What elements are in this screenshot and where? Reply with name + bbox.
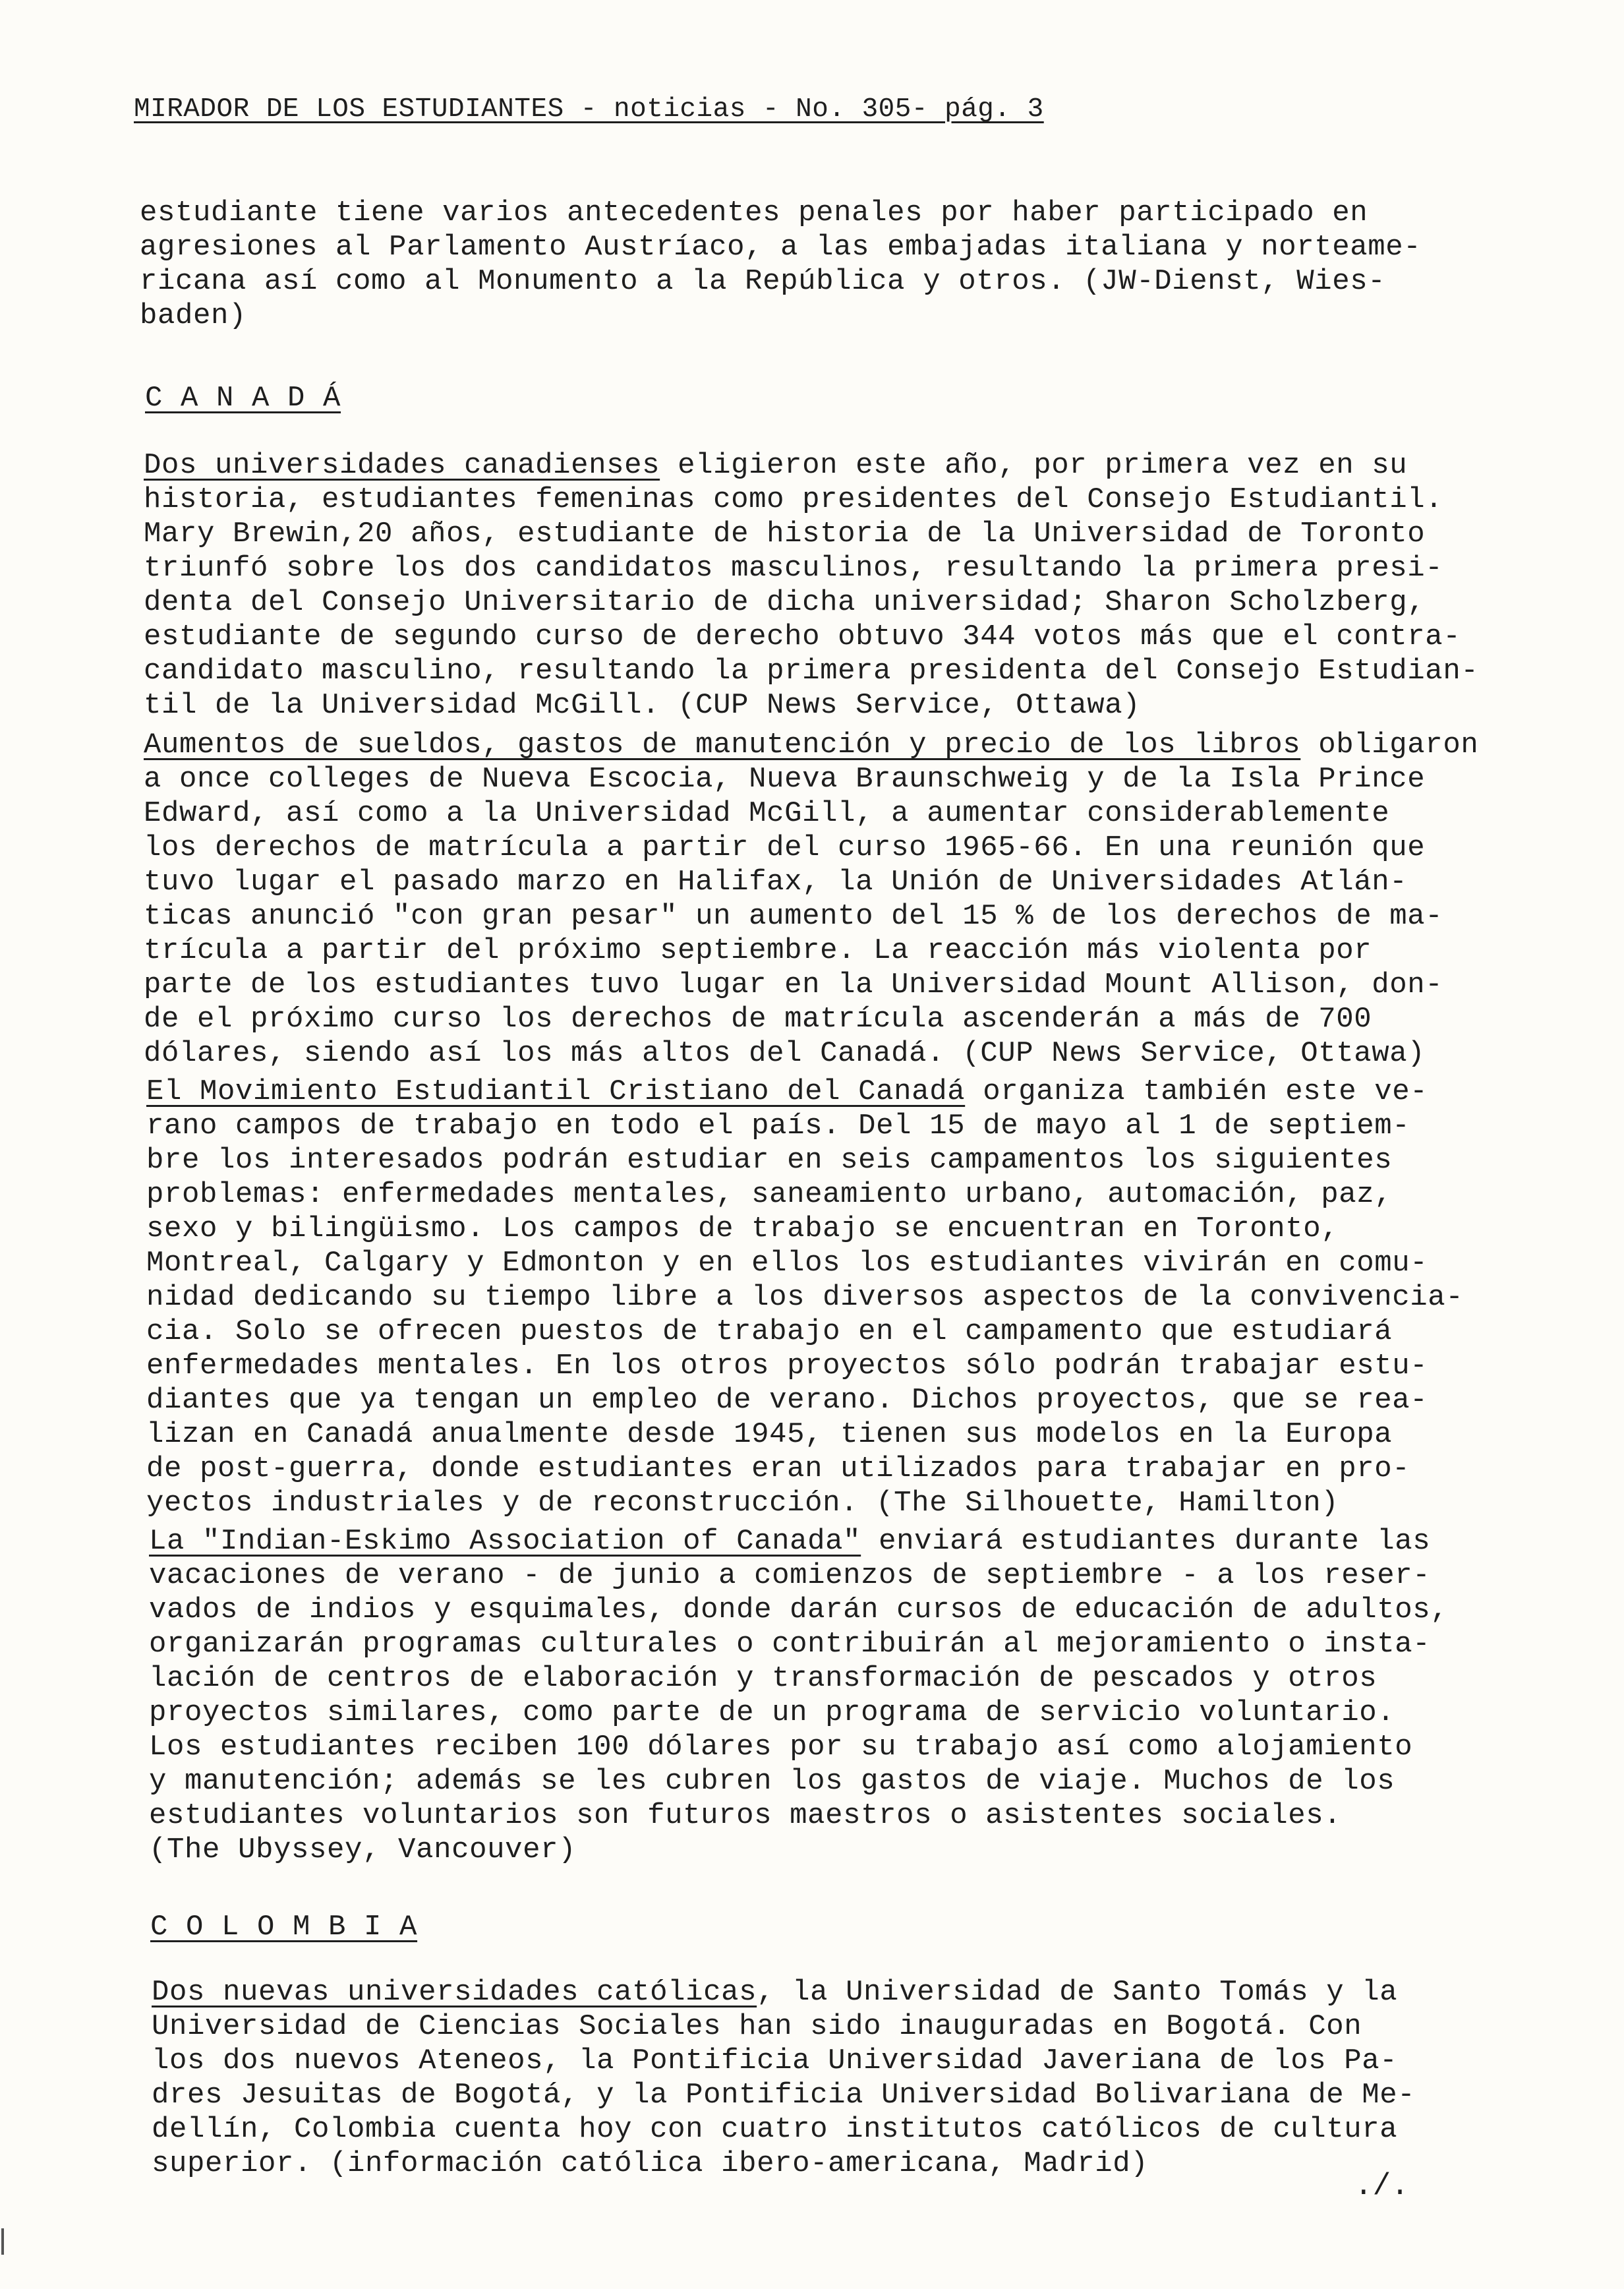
text-line: Edward, así como a la Universidad McGill, a aumentar considerablemente xyxy=(144,797,1390,830)
text-line: diantes que ya tengan un empleo de verano. Dichos proyectos, que se rea- xyxy=(146,1384,1428,1417)
text-line: triunfó sobre los dos candidatos masculinos, resultando la primera presi- xyxy=(144,552,1443,585)
text-line: bre los interesados podrán estudiar en seis campamentos los siguientes xyxy=(146,1144,1393,1177)
text-line: de post-guerra, donde estudiantes eran utilizados para trabajar en pro- xyxy=(146,1452,1410,1485)
text-line: trícula a partir del próximo septiembre. La reacción más violenta por xyxy=(144,934,1372,967)
text-line: vacaciones de verano - de junio a comienzos de septiembre - a los reser- xyxy=(149,1559,1431,1592)
article-first-line xyxy=(146,1075,1463,1109)
section-heading-colombia: C O L O M B I A xyxy=(150,1911,418,1944)
article-lead: Dos nuevas universidades católicas xyxy=(152,1976,757,2009)
text-line: til de la Universidad McGill. (CUP News Service, Ottawa) xyxy=(144,689,1141,722)
article-lead: La "Indian-Eskimo Association of Canada" xyxy=(149,1525,861,1558)
article-first-rest: organiza también este ve- xyxy=(965,1075,1428,1108)
text-line: historia, estudiantes femeninas como presidentes del Consejo Estudiantil. xyxy=(144,483,1443,516)
text-line: yectos industriales y de reconstrucción. (The Silhouette, Hamilton) xyxy=(146,1487,1339,1520)
text-line: los derechos de matrícula a partir del curso 1965-66. En una reunión que xyxy=(144,831,1426,864)
text-line: cia. Solo se ofrecen puestos de trabajo en el campamento que estudiará xyxy=(146,1315,1393,1348)
article-first-line xyxy=(152,1975,1415,2009)
article-lead: Dos universidades canadienses xyxy=(144,449,660,482)
text-line: dellín, Colombia cuenta hoy con cuatro institutos católicos de cultura xyxy=(152,2113,1398,2146)
text-line: estudiante de segundo curso de derecho obtuvo 344 votos más que el contra- xyxy=(144,620,1461,653)
text-line: agresiones al Parlamento Austríaco, a las embajadas italiana y norteame- xyxy=(140,231,1422,264)
text-line: dólares, siendo así los más altos del Canadá. (CUP News Service, Ottawa) xyxy=(144,1037,1426,1070)
text-line: lizan en Canadá anualmente desde 1945, tienen sus modelos en la Europa xyxy=(146,1418,1393,1451)
article-first-line xyxy=(144,448,1478,483)
running-header: MIRADOR DE LOS ESTUDIANTES - noticias - No. 305- pág. 3 xyxy=(134,94,1044,125)
text-line: ricana así como al Monumento a la República y otros. (JW-Dienst, Wies- xyxy=(140,265,1386,298)
text-line: estudiantes voluntarios son futuros maestros o asistentes sociales. xyxy=(149,1799,1342,1832)
text-line: lación de centros de elaboración y transformación de pescados y otros xyxy=(149,1662,1378,1695)
text-line: Montreal, Calgary y Edmonton y en ellos los estudiantes vivirán en comu- xyxy=(146,1247,1428,1280)
text-line: estudiante tiene varios antecedentes penales por haber participado en xyxy=(140,196,1368,229)
text-line: ticas anunció "con gran pesar" un aumento del 15 % de los derechos de ma- xyxy=(144,900,1443,933)
text-line: a once colleges de Nueva Escocia, Nueva Braunschweig y de la Isla Prince xyxy=(144,763,1426,796)
article-first-rest: obligaron xyxy=(1300,728,1479,761)
margin-mark xyxy=(1,2228,4,2255)
text-line: denta del Consejo Universitario de dicha universidad; Sharon Scholzberg, xyxy=(144,586,1426,619)
article-canada-2 xyxy=(144,728,1478,1071)
article-canada-3 xyxy=(146,1075,1463,1520)
article-first-rest: , la Universidad de Santo Tomás y la xyxy=(757,1976,1398,2009)
text-line: Los estudiantes reciben 100 dólares por su trabajo así como alojamiento xyxy=(149,1731,1413,1764)
text-line: dres Jesuitas de Bogotá, y la Pontificia Universidad Bolivariana de Me- xyxy=(152,2079,1416,2112)
text-line: tuvo lugar el pasado marzo en Halifax, la Unión de Universidades Atlán- xyxy=(144,866,1408,899)
text-line: vados de indios y esquimales, donde darán cursos de educación de adultos, xyxy=(149,1593,1449,1626)
text-line: nidad dedicando su tiempo libre a los diversos aspectos de la convivencia- xyxy=(146,1281,1464,1314)
continuation-mark: ./. xyxy=(1354,2169,1409,2203)
article-first-rest: enviará estudiantes durante las xyxy=(861,1525,1431,1558)
text-line: organizarán programas culturales o contribuirán al mejoramiento o insta- xyxy=(149,1628,1431,1661)
text-line: de el próximo curso los derechos de matrícula ascenderán a más de 700 xyxy=(144,1003,1372,1036)
text-line: proyectos similares, como parte de un programa de servicio voluntario. xyxy=(149,1696,1395,1729)
article-first-line xyxy=(144,728,1478,762)
article-lead: El Movimiento Estudiantil Cristiano del Canadá xyxy=(146,1075,966,1108)
article-canada-4 xyxy=(149,1524,1448,1867)
text-line: rano campos de trabajo en todo el país. Del 15 de mayo al 1 de septiem- xyxy=(146,1110,1410,1143)
section-heading-canada: C A N A D Á xyxy=(145,382,341,415)
text-line: los dos nuevos Ateneos, la Pontificia Universidad Javeriana de los Pa- xyxy=(152,2044,1398,2077)
text-line: problemas: enfermedades mentales, saneamiento urbano, automación, paz, xyxy=(146,1178,1393,1211)
text-line: candidato masculino, resultando la primera presidenta del Consejo Estudian- xyxy=(144,655,1479,688)
article-canada-1 xyxy=(144,448,1478,723)
text-line: baden) xyxy=(140,299,247,332)
article-colombia-1 xyxy=(152,1975,1415,2181)
article-first-line xyxy=(149,1524,1448,1559)
text-line: Mary Brewin,20 años, estudiante de historia de la Universidad de Toronto xyxy=(144,518,1426,550)
text-line: sexo y bilingüismo. Los campos de trabajo se encuentran en Toronto, xyxy=(146,1212,1339,1245)
text-line: enfermedades mentales. En los otros proyectos sólo podrán trabajar estu- xyxy=(146,1350,1428,1382)
article-first-rest: eligieron este año, por primera vez en su xyxy=(660,449,1408,482)
text-line: (The Ubyssey, Vancouver) xyxy=(149,1833,577,1866)
text-line: parte de los estudiantes tuvo lugar en la Universidad Mount Allison, don- xyxy=(144,968,1443,1001)
article-lead: Aumentos de sueldos, gastos de manutención y precio de los libros xyxy=(144,728,1301,761)
text-line: y manutención; además se les cubren los gastos de viaje. Muchos de los xyxy=(149,1765,1395,1798)
text-line: superior. (información católica ibero-americana, Madrid) xyxy=(152,2147,1149,2180)
text-line: Universidad de Ciencias Sociales han sido inauguradas en Bogotá. Con xyxy=(152,2010,1362,2043)
intro-paragraph xyxy=(140,196,1421,333)
